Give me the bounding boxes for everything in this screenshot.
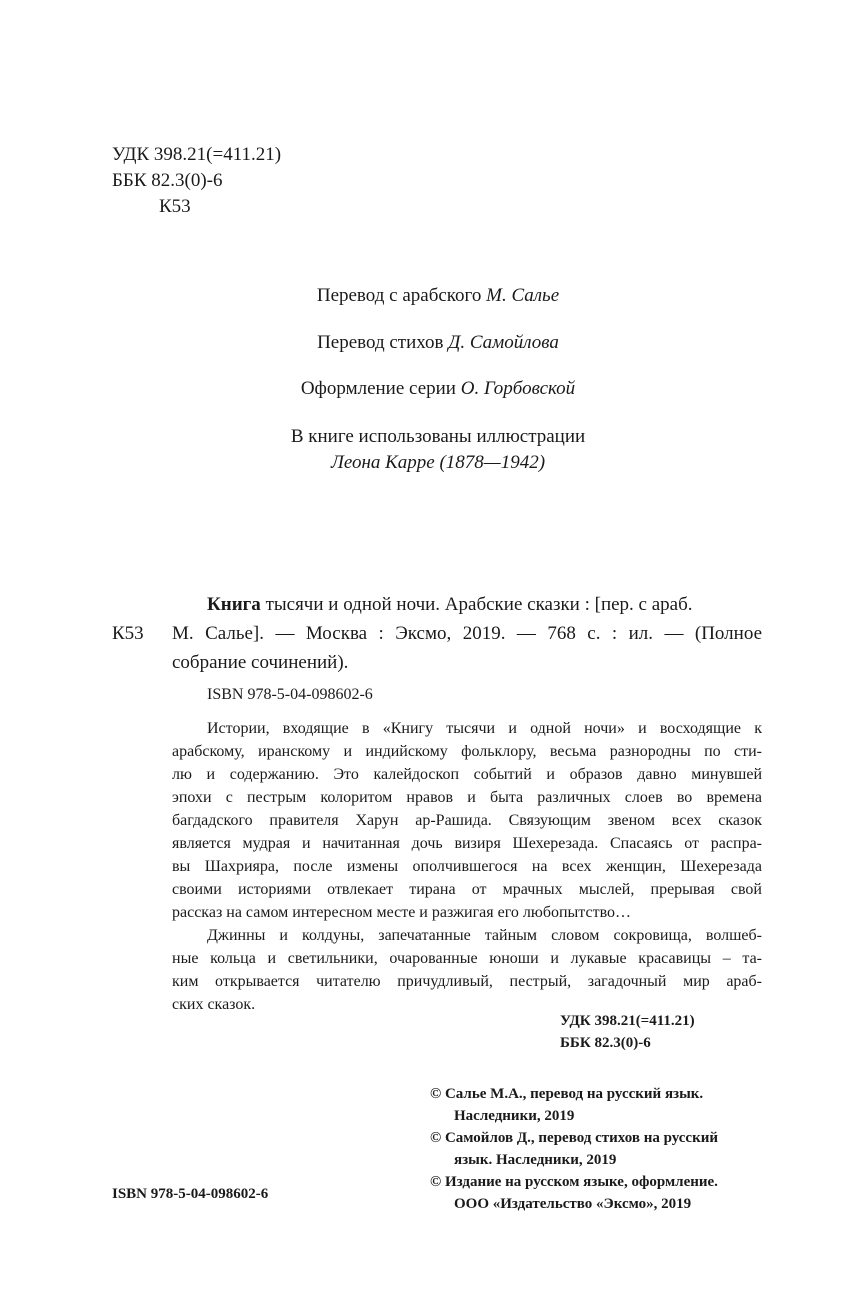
translator-name: М. Салье bbox=[486, 285, 560, 306]
udk-code-bottom: УДК 398.21(=411.21) bbox=[560, 1013, 695, 1029]
annotation-line: лю и содержанию. Это калейдоскоп событий и образов давно минувшей bbox=[172, 766, 762, 783]
translation-credit bbox=[200, 283, 676, 309]
poems-translator-name: Д. Самойлова bbox=[448, 332, 559, 353]
bbk-code-bottom: ББК 82.3(0)-6 bbox=[560, 1035, 651, 1051]
card-line-2: М. Салье]. — Москва : Эксмо, 2019. — 768 с. : ил. — (Полное bbox=[172, 623, 762, 644]
card-title-rest: тысячи и одной ночи. Арабские сказки : [пер. с араб. bbox=[260, 594, 693, 615]
annotation-line: эпохи с пестрым колоритом нравов и быта различных слоев во времена bbox=[172, 789, 762, 806]
annotation-line: Джинны и колдуны, запечатанные тайным словом сокровища, волшеб- bbox=[207, 927, 762, 944]
udk-code: УДК 398.21(=411.21) bbox=[112, 144, 282, 165]
designer-name: О. Горбовской bbox=[460, 378, 576, 399]
catalogue-card bbox=[172, 590, 762, 677]
card-line-1 bbox=[172, 590, 762, 619]
copyright-block bbox=[430, 1083, 775, 1215]
poems-label: Перевод стихов bbox=[317, 332, 444, 353]
annotation-paragraph-1 bbox=[172, 717, 762, 924]
annotation-line: ских сказок. bbox=[172, 996, 256, 1013]
poems-credit bbox=[200, 330, 676, 356]
copyright-2-line-1: © Самойлов Д., перевод стихов на русский bbox=[430, 1130, 719, 1146]
annotation-paragraph-2 bbox=[172, 924, 762, 1016]
illustrations-credit bbox=[200, 424, 676, 476]
isbn-bottom: ISBN 978-5-04-098602-6 bbox=[112, 1186, 269, 1202]
annotation-line: рассказ на самом интересном месте и разжигая его любопытство… bbox=[172, 904, 632, 921]
copyright-2-line-2: язык. Наследники, 2019 bbox=[454, 1152, 617, 1168]
copyright-3-line-2: ООО «Издательство «Эксмо», 2019 bbox=[454, 1196, 692, 1212]
author-mark: К53 bbox=[159, 196, 191, 217]
annotation-line: ким открывается читателю причудливый, пестрый, загадочный мир араб- bbox=[172, 973, 762, 990]
card-title-bold: Книга bbox=[207, 594, 261, 615]
annotation-line: вы Шахрияра, после измены ополчившегося на всех женщин, Шехерезада bbox=[172, 858, 762, 875]
card-author-mark: К53 bbox=[112, 623, 144, 644]
classification-bottom bbox=[560, 1010, 760, 1054]
classification-top bbox=[112, 142, 281, 220]
annotation-line: арабскому, иранскому и индийскому фольклору, весьма разнородны по сти- bbox=[172, 743, 762, 760]
annotation-line: Истории, входящие в «Книгу тысячи и одной ночи» и восходящие к bbox=[207, 720, 762, 737]
card-isbn: ISBN 978-5-04-098602-6 bbox=[207, 686, 373, 703]
illustrator-name: Леона Карре (1878—1942) bbox=[330, 452, 546, 473]
annotation-line: багдадского правителя Харун ар-Рашида. Связующим звеном всех сказок bbox=[172, 812, 762, 829]
translation-label: Перевод с арабского bbox=[316, 285, 482, 306]
copyright-3-line-1: © Издание на русском языке, оформление. bbox=[430, 1174, 718, 1190]
copyright-1-line-2: Наследники, 2019 bbox=[454, 1108, 575, 1124]
design-credit bbox=[200, 376, 676, 402]
card-line-3: собрание сочинений). bbox=[172, 652, 349, 673]
bbk-code: ББК 82.3(0)-6 bbox=[112, 170, 223, 191]
copyright-1-line-1: © Салье М.А., перевод на русский язык. bbox=[430, 1086, 704, 1102]
illustrations-label: В книге использованы иллюстрации bbox=[290, 426, 586, 447]
design-label: Оформление серии bbox=[300, 378, 456, 399]
annotation-line: является мудрая и начитанная дочь визиря Шехерезада. Спасаясь от распра- bbox=[172, 835, 762, 852]
annotation-line: ные кольца и светильники, очарованные юноши и лукавые красавицы – та- bbox=[172, 950, 762, 967]
annotation-line: своими историями отвлекает тирана от мрачных мыслей, прерывая свой bbox=[172, 881, 762, 898]
